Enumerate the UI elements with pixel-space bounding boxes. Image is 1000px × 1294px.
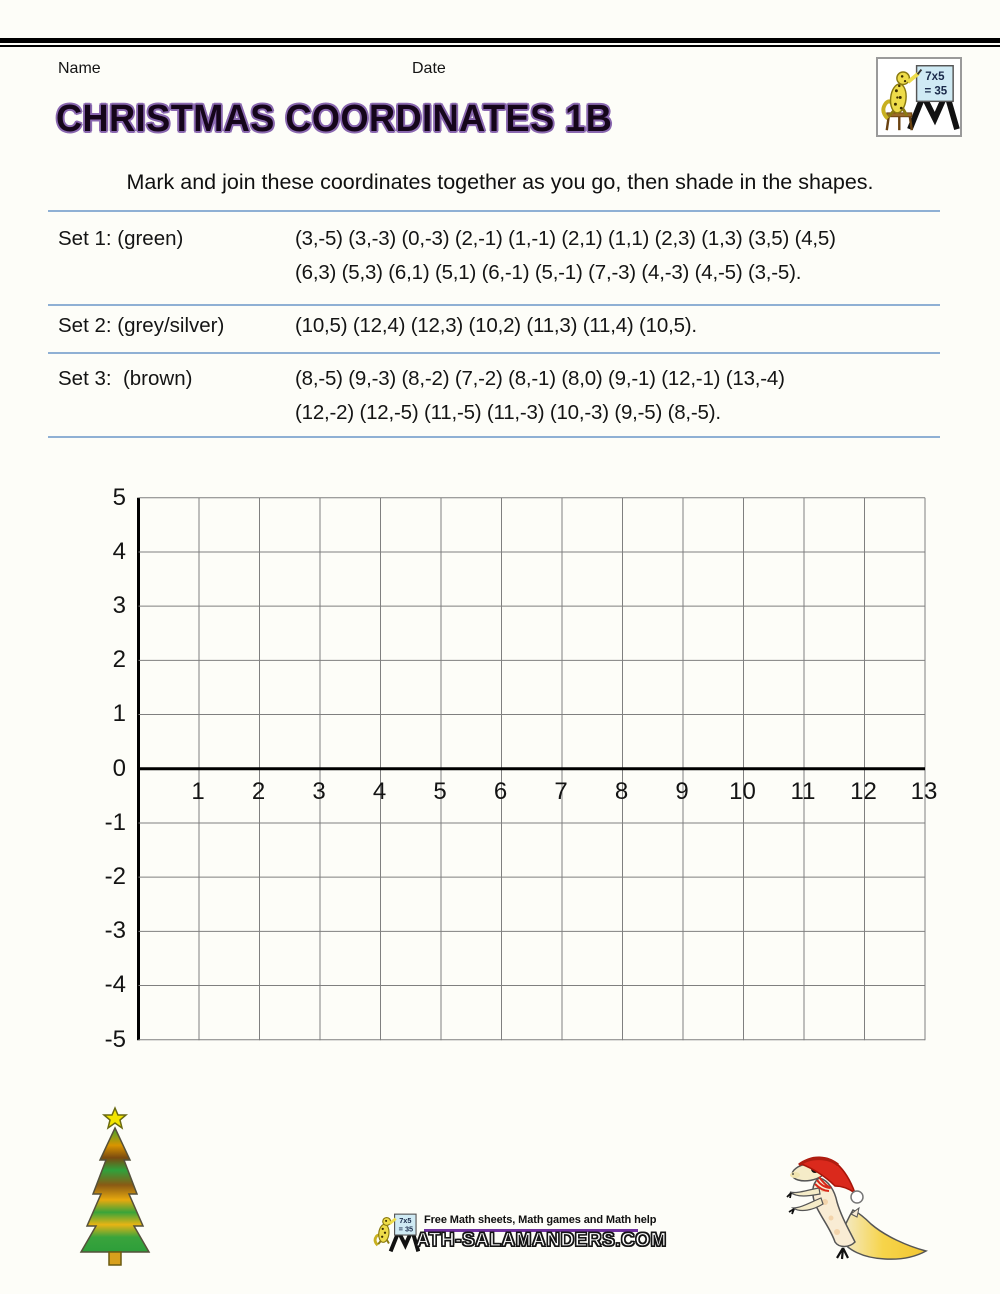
x-axis-label: 6 [493,778,508,805]
page-title: CHRISTMAS COORDINATES 1B [56,98,613,140]
set-coordinates [295,362,942,430]
salamander-hands [787,1193,794,1214]
table-separator-rule [48,304,940,306]
tree-star [104,1108,126,1128]
x-axis-label: 9 [675,778,689,805]
x-axis-label: 1 [191,778,205,805]
coordinate-line: (8,-5) (9,-3) (8,-2) (7,-2) (8,-1) (8,0) (9,-1) (12,-1) (13,-4) [295,367,785,390]
set-row [58,309,942,343]
x-axis-label: 7 [554,778,568,805]
coordinate-line: (12,-2) (12,-5) (11,-5) (11,-3) (10,-3) (9,-5) (8,-5). [295,401,721,424]
y-axis-label: -2 [104,862,126,890]
set-label: Set 3: (brown) [58,367,193,390]
y-axis-label: -3 [104,917,126,945]
x-axis-label: 13 [910,778,938,805]
instruction-text: Mark and join these coordinates together as you go, then shade in the shapes. [126,170,874,194]
footer-board-text-2: = 35 [398,1224,414,1234]
salamander-head [897,72,910,85]
footer-board-text-1: 7x5 [399,1216,412,1226]
coordinate-line: (3,-5) (3,-3) (0,-3) (2,-1) (1,-1) (2,1) (1,1) (2,3) (1,3) (3,5) (4,5) [295,227,836,250]
y-axis-label: 0 [112,754,126,782]
date-label: Date [412,60,446,77]
set-row [58,222,942,290]
board-text-2: = 35 [924,85,948,98]
santa-hat-pompom [851,1191,863,1203]
x-axis-label: 12 [850,778,877,805]
set-row [58,362,942,430]
y-axis-label: -4 [104,971,126,999]
y-axis-label: 2 [112,646,126,674]
table-separator-rule [48,210,940,212]
set-coordinates [295,222,942,290]
tree-trunk [109,1252,121,1265]
salamander-snout [790,1172,800,1178]
board-text-1: 7x5 [925,71,945,84]
coordinate-line: (10,5) (12,4) (12,3) (10,2) (11,3) (11,4) (10,5). [295,314,697,337]
top-border-thick [0,38,1000,43]
table-separator-rule [48,352,940,354]
footer-branding [372,1206,667,1268]
x-axis-label: 3 [312,778,326,805]
math-salamanders-logo [876,57,962,137]
set-label: Set 1: (green) [58,227,184,250]
y-axis-label: 4 [112,537,126,565]
y-axis-label: 3 [112,591,126,619]
coordinate-grid [137,497,927,1041]
y-axis-label: 1 [112,700,126,728]
footer-site-name: ATH-SALAMANDERS.COM [416,1230,667,1251]
x-axis-label: 2 [251,778,266,805]
footer-tagline: Free Math sheets, Math games and Math help [424,1214,657,1226]
footer-logo-icon [372,1210,420,1255]
y-axis-label: -5 [104,1025,126,1053]
santa-salamander-image [785,1152,935,1270]
tree-body [81,1128,149,1252]
salamander-easel-logo-icon [878,59,960,135]
salamander-arm-upper [790,1188,820,1196]
y-axis-label: -1 [104,808,126,836]
x-axis-label: 4 [372,778,387,805]
x-axis-label: 11 [790,778,816,805]
x-axis-label: 10 [729,778,756,805]
christmas-tree-image [74,1106,170,1268]
table-separator-rule [48,436,940,438]
y-axis-label: 5 [112,483,126,511]
top-border-thin [0,45,1000,47]
coordinate-line: (6,3) (5,3) (6,1) (5,1) (6,-1) (5,-1) (7,-3) (4,-3) (4,-5) (3,-5). [295,261,802,284]
x-axis-label: 8 [614,778,629,805]
x-axis-label: 5 [433,778,447,805]
salamander-tail [840,1210,926,1259]
set-label: Set 2: (grey/silver) [58,314,225,337]
name-label: Name [58,60,101,77]
set-coordinates [295,309,942,343]
grid-lines [137,497,927,1041]
salamander-foot [837,1248,848,1259]
